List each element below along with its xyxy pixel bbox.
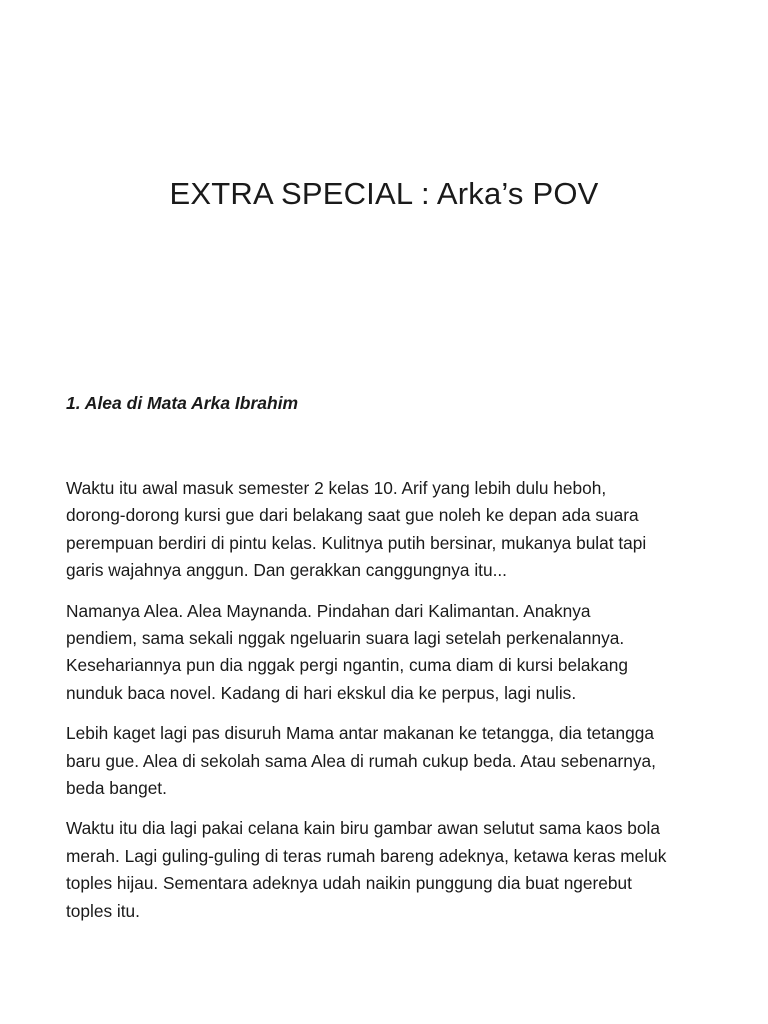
text-line: Lebih kaget lagi pas disuruh Mama antar makanan ke tetangga, dia tetangga <box>66 723 654 744</box>
text-line: Waktu itu awal masuk semester 2 kelas 10. Arif yang lebih dulu heboh, <box>66 478 607 498</box>
paragraph-1 <box>66 475 716 585</box>
text-line: baru gue. Alea di sekolah sama Alea di rumah cukup beda. Atau sebenarnya, <box>66 750 656 771</box>
text-line: Kesehariannya pun dia nggak pergi ngantin, cuma diam di kursi belakang <box>66 655 629 676</box>
text-line: Namanya Alea. Alea Maynanda. Pindahan dari Kalimantan. Anaknya <box>66 600 591 621</box>
paragraph-4 <box>66 815 716 925</box>
document-title: EXTRA SPECIAL : Arka’s POV <box>169 176 599 211</box>
text-line: beda banget. <box>66 778 167 799</box>
text-line: perempuan berdiri di pintu kelas. Kulitnya putih bersinar, mukanya bulat tapi <box>66 532 647 553</box>
text-line: toples hijau. Sementara adeknya udah naikin punggung dia buat ngerebut <box>66 873 632 894</box>
text-line: nunduk baca novel. Kadang di hari ekskul dia ke perpus, lagi nulis. <box>66 682 577 703</box>
paragraph-3 <box>66 720 716 802</box>
body-text <box>66 475 716 938</box>
text-line: dorong-dorong kursi gue dari belakang saat gue noleh ke depan ada suara <box>66 505 639 526</box>
text-line: garis wajahnya anggun. Dan gerakkan canggungnya itu... <box>66 560 507 581</box>
paragraph-2 <box>66 598 716 708</box>
section-heading: 1. Alea di Mata Arka Ibrahim <box>66 393 299 413</box>
text-line: toples itu. <box>66 900 140 921</box>
text-line: Waktu itu dia lagi pakai celana kain biru gambar awan selutut sama kaos bola <box>66 818 660 839</box>
text-line: merah. Lagi guling-guling di teras rumah bareng adeknya, ketawa keras meluk <box>66 845 667 866</box>
text-line: pendiem, sama sekali nggak ngeluarin suara lagi setelah perkenalannya. <box>66 628 625 649</box>
